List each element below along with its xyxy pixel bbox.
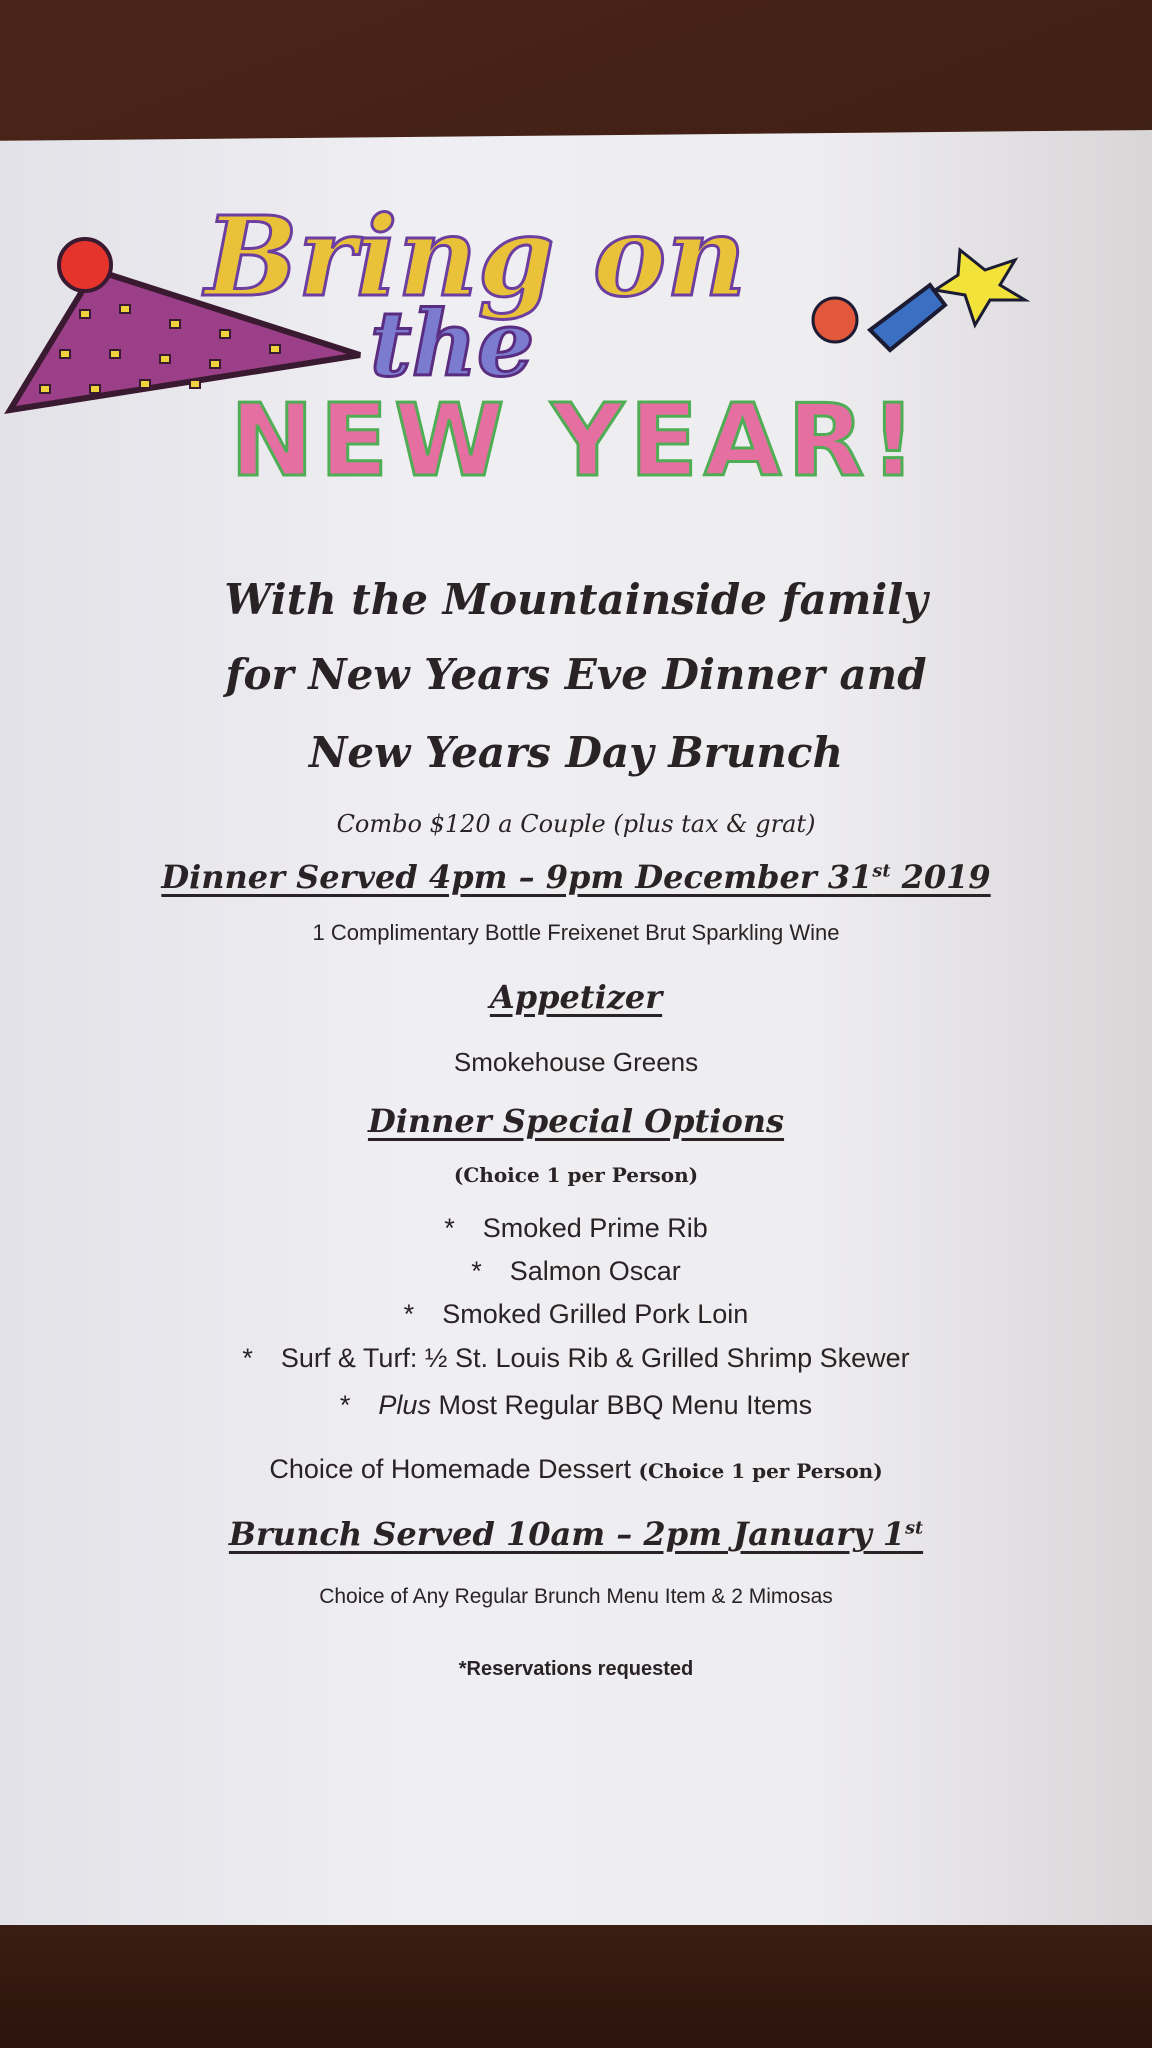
- new-year-banner: [0, 180, 1152, 500]
- intro-line-2: for New Years Eve Dinner and: [225, 650, 927, 699]
- intro-line-1: With the Mountainside family: [224, 575, 928, 624]
- banner-line3: NEW YEAR!: [230, 382, 922, 499]
- banner-line1: Bring on: [205, 192, 747, 321]
- banner-line2: the: [370, 291, 535, 397]
- table-surface: [0, 1925, 1152, 2048]
- complimentary-wine: 1 Complimentary Bottle Freixenet Brut Sparkling Wine: [312, 920, 840, 945]
- noisemaker-icon: [813, 250, 1025, 350]
- intro-line-3: New Years Day Brunch: [308, 728, 844, 777]
- appetizer-item: Smokehouse Greens: [453, 1047, 699, 1077]
- reservations-note: *Reservations requested: [458, 1658, 694, 1680]
- appetizer-header: Appetizer: [489, 978, 663, 1016]
- dinner-header: Dinner Served 4pm – 9pm December 31st 2019: [161, 858, 991, 896]
- options-header: Dinner Special Options: [367, 1102, 785, 1140]
- dessert-line: Choice of Homemade Dessert (Choice 1 per Person): [269, 1454, 883, 1484]
- option-item: * Smoked Grilled Pork Loin: [403, 1299, 749, 1329]
- option-item: * Plus Most Regular BBQ Menu Items: [339, 1390, 813, 1420]
- options-note: (Choice 1 per Person): [453, 1163, 699, 1187]
- option-item: * Smoked Prime Rib: [444, 1213, 708, 1243]
- brunch-header: Brunch Served 10am – 2pm January 1st: [228, 1515, 924, 1553]
- brunch-item: Choice of Any Regular Brunch Menu Item & 2 Mimosas: [319, 1585, 833, 1608]
- option-item: * Surf & Turf: ½ St. Louis Rib & Grilled Shrimp Skewer: [242, 1343, 910, 1373]
- combo-price: Combo $120 a Couple (plus tax & grat): [336, 810, 816, 838]
- option-item: * Salmon Oscar: [471, 1256, 681, 1286]
